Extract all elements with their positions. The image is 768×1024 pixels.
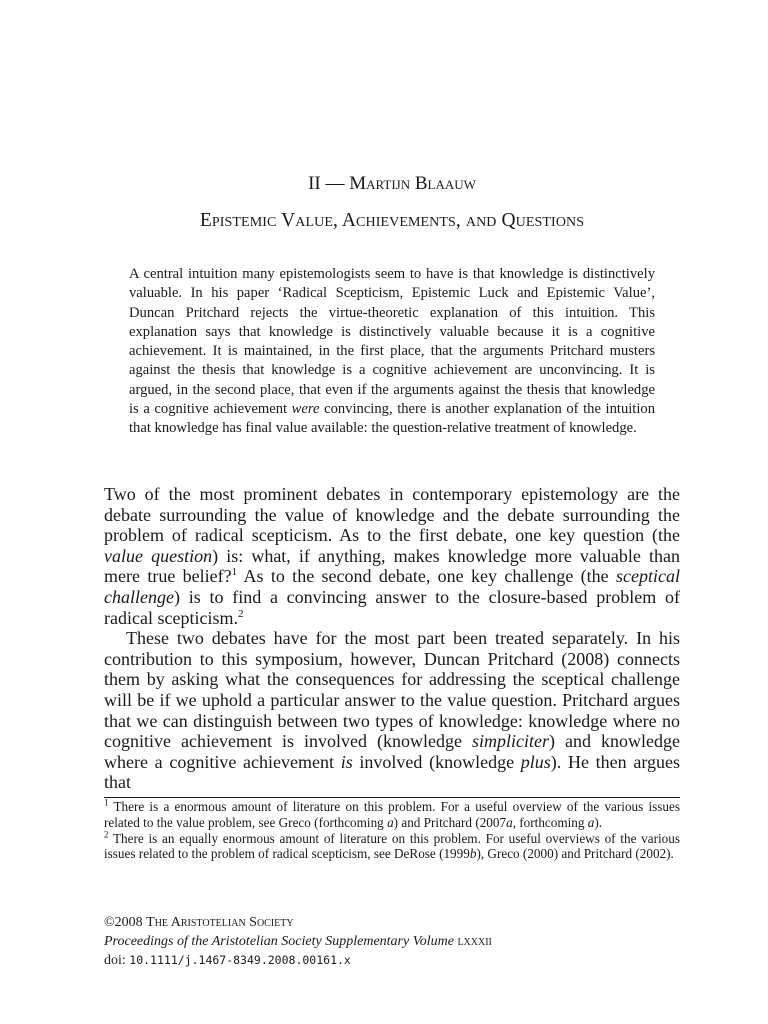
paper-title: Epistemic Value, Achievements, and Questions	[199, 210, 585, 231]
journal-line: Proceedings of the Aristotelian Society Supplementary Volume lxxxii	[104, 933, 492, 949]
paper-page	[104, 0, 680, 1024]
colophon	[104, 914, 680, 971]
doi-link[interactable]: 10.1111/j.1467-8349.2008.00161.x	[129, 953, 351, 967]
footnote-2: $^2$ There is an equally enormous amount of literature on this problem. For useful overviews of the various issues related to the problem of radical scepticism, see DeRose (1999b), Greco (2000) and Pritchard (2002).	[104, 829, 680, 862]
footnote-divider	[104, 797, 680, 798]
doi-line[interactable]: doi: 10.1111/j.1467-8349.2008.00161.x	[104, 953, 351, 968]
footnote-ref-1[interactable]: 1	[231, 566, 238, 579]
section-numeral: II —	[308, 173, 350, 194]
body-paragraph-1: Two of the most prominent debates in contemporary epistemology are the debate surrounding the value of knowledge and the debate surrounding the problem of radical scepticism. As to the first debate, one key question (the value question) is: what, if anything, makes knowledge more valuable than mere true belief?$^1$ As to the second debate, one key challenge (the sceptical challenge) is to find a convincing answer to the closure-based problem of radical scepticism.$^2$	[104, 484, 680, 628]
footnote-ref-2[interactable]: 2	[237, 607, 244, 620]
footnotes	[104, 799, 680, 862]
author-heading	[104, 172, 680, 196]
author-name: Martijn Blaauw	[349, 173, 476, 194]
body-text	[104, 484, 680, 793]
footnote-1: $^1$ There is a enormous amount of literature on this problem. For a useful overview of the various issues related to the value problem, see Greco (forthcoming a) and Pritchard (2007a, forthcoming a).	[104, 797, 680, 830]
body-paragraph-2: These two debates have for the most part been treated separately. In his contribution to this symposium, however, Duncan Pritchard (2008) connects them by asking what the consequences for addressing the sceptical challenge will be if we uphold a particular answer to the value question. Pritchard argues that we can distinguish between two types of knowledge: knowledge where no cognitive achievement is involved (knowledge simpliciter) and knowledge where a cognitive achievement is involved (knowledge plus). He then argues that	[104, 628, 680, 793]
copyright-line: ©2008 The Aristotelian Society	[104, 915, 294, 930]
abstract: A central intuition many epistemologists seem to have is that knowledge is distinctively valuable. In his paper ‘Radical Scepticism, Epistemic Luck and Epistemic Value’, Duncan Pritchard rejects the virtue-theoretic explanation of this intuition. This explanation says that knowledge is distinctively valuable because it is a cognitive achievement. It is maintained, in the first place, that the arguments Pritchard musters against the thesis that knowledge is a cognitive achievement are unconvincing. It is argued, in the second place, that even if the arguments against the thesis that knowledge is a cognitive achievement were convincing, there is another explanation of the intuition that knowledge has final value available: the question-relative treatment of knowledge.	[129, 266, 655, 437]
